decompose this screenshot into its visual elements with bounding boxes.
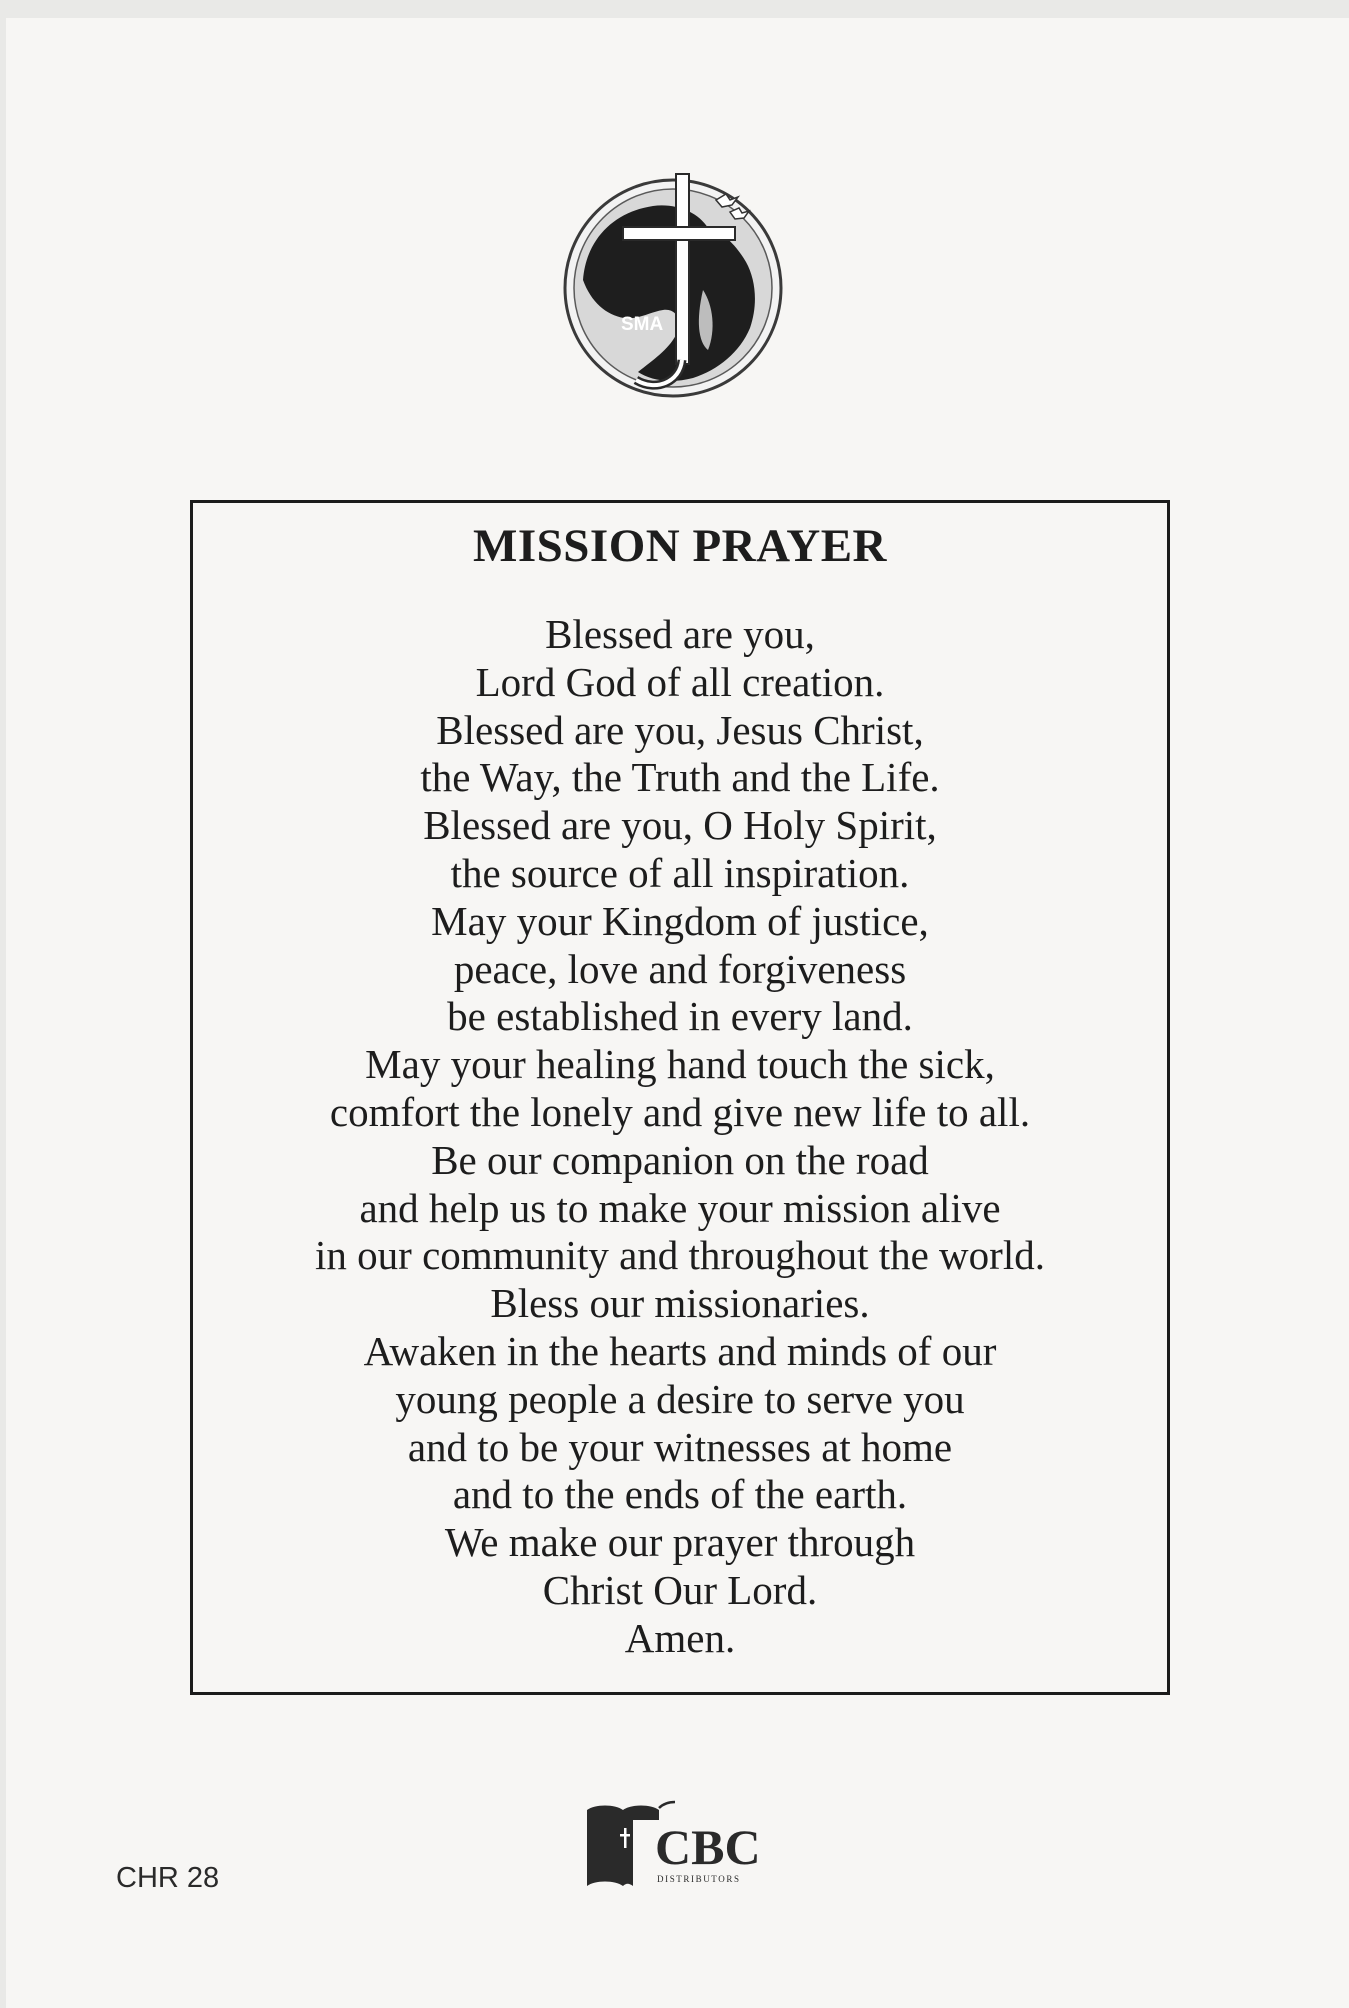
prayer-line: May your Kingdom of justice, <box>431 897 929 944</box>
prayer-line: comfort the lonely and give new life to all. <box>329 1088 1031 1135</box>
prayer-line: Bless our missionaries. <box>490 1280 870 1327</box>
prayer-title: MISSION PRAYER <box>473 520 887 572</box>
prayer-line: Be our companion on the road <box>431 1136 929 1183</box>
publisher-name: CBC <box>655 1819 761 1875</box>
sma-logo-text: SMA <box>621 314 664 335</box>
product-code: CHR 28 <box>116 1862 220 1894</box>
sma-logo <box>558 170 788 400</box>
prayer-line: May your healing hand touch the sick, <box>365 1041 995 1088</box>
prayer-line: Blessed are you, Jesus Christ, <box>436 706 924 753</box>
prayer-line: Blessed are you, <box>545 611 815 657</box>
prayer-line: and to be your witnesses at home <box>407 1423 953 1470</box>
prayer-line: the source of all inspiration. <box>450 849 910 896</box>
prayer-line: Lord God of all creation. <box>475 658 885 705</box>
prayer-text <box>193 611 1167 1663</box>
prayer-line: and help us to make your mission alive <box>359 1184 1001 1231</box>
prayer-line: and to the ends of the earth. <box>452 1471 908 1518</box>
prayer-line: Awaken in the hearts and minds of our <box>363 1327 997 1374</box>
prayer-line: young people a desire to serve you <box>395 1375 965 1422</box>
prayer-line: Blessed are you, O Holy Spirit, <box>423 802 937 849</box>
cbc-distributors-logo <box>585 1798 770 1890</box>
prayer-box <box>190 500 1170 1695</box>
prayer-line: be established in every land. <box>447 993 913 1040</box>
prayer-line: Amen. <box>624 1614 736 1661</box>
publisher-tagline: DISTRIBUTORS <box>657 1874 741 1884</box>
prayer-line: in our community and throughout the world. <box>315 1232 1045 1279</box>
prayer-line: peace, love and forgiveness <box>453 945 907 992</box>
prayer-line: Christ Our Lord. <box>542 1566 818 1613</box>
prayer-line: We make our prayer through <box>444 1519 916 1566</box>
prayer-line: the Way, the Truth and the Life. <box>420 754 940 801</box>
